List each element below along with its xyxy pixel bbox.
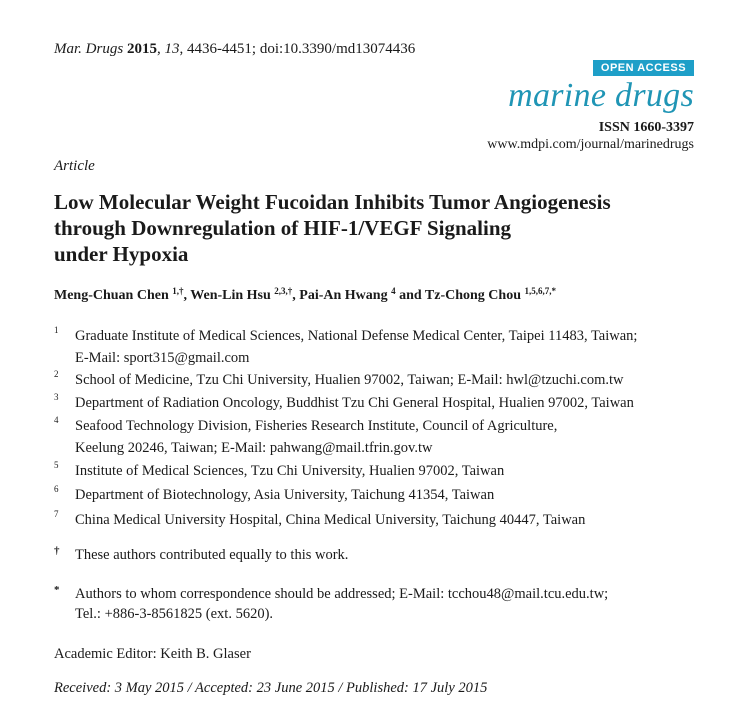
- title-line: under Hypoxia: [54, 242, 189, 266]
- paper-title: [54, 189, 704, 267]
- title-line: through Downregulation of HIF-1/VEGF Signaling: [54, 216, 512, 240]
- author-name: Wen-Lin Hsu: [190, 288, 271, 303]
- citation-rest: , 4436-4451; doi:10.3390/md13074436: [179, 41, 416, 57]
- affiliation-number: 1: [54, 325, 59, 335]
- publication-dates: Received: 3 May 2015 / Accepted: 23 June 2015 / Published: 17 July 2015: [54, 680, 488, 696]
- author-name: Pai-An Hwang: [299, 288, 388, 303]
- open-access-badge: OPEN ACCESS: [593, 60, 694, 76]
- affiliation-text: Department of Radiation Oncology, Buddhist Tzu Chi General Hospital, Hualien 97002, Taiwan: [75, 395, 634, 411]
- affiliation-text: Institute of Medical Sciences, Tzu Chi University, Hualien 97002, Taiwan: [75, 463, 505, 479]
- affiliation-number: 6: [54, 484, 59, 494]
- author-name: Meng-Chuan Chen: [54, 288, 169, 303]
- affiliation-text: Keelung 20246, Taiwan; E-Mail: pahwang@mail.tfrin.gov.tw: [75, 440, 433, 456]
- academic-editor: Academic Editor: Keith B. Glaser: [54, 646, 251, 662]
- article-type: Article: [54, 158, 95, 174]
- citation-line: Mar. Drugs 2015, 13, 4436-4451; doi:10.3390/md13074436: [54, 41, 416, 57]
- affiliation-text: Graduate Institute of Medical Sciences, National Defense Medical Center, Taipei 11483, Taiwan;: [75, 328, 638, 344]
- affiliation-text: Seafood Technology Division, Fisheries Research Institute, Council of Agriculture,: [75, 418, 558, 434]
- footnote-symbol: †: [54, 545, 60, 557]
- author-affiliation-marker: 1,†: [172, 286, 184, 296]
- author-affiliation-marker: 1,5,6,7,*: [524, 286, 556, 296]
- title-line: Low Molecular Weight Fucoidan Inhibits Tumor Angiogenesis: [54, 190, 611, 214]
- footnote-symbol: *: [54, 584, 60, 596]
- journal-name: marine drugs: [508, 77, 694, 114]
- affiliation-text: E-Mail: sport315@gmail.com: [75, 350, 250, 366]
- citation-year: 2015: [126, 41, 157, 57]
- affiliation-number: 5: [54, 460, 59, 470]
- affiliation-text: China Medical University Hospital, China Medical University, Taichung 40447, Taiwan: [75, 512, 586, 528]
- author-list: [54, 288, 556, 304]
- author-separator: ,: [183, 288, 191, 303]
- affiliation-number: 4: [54, 415, 59, 425]
- author-affiliation-marker: 2,3,†: [274, 286, 293, 296]
- affiliation-number: 3: [54, 392, 59, 402]
- affiliation-number: 7: [54, 509, 59, 519]
- author-separator: ,: [292, 288, 300, 303]
- footnote-text: These authors contributed equally to this work.: [75, 547, 349, 563]
- footnote-text: Authors to whom correspondence should be addressed; E-Mail: tcchou48@mail.tcu.edu.tw;: [75, 586, 609, 602]
- issn: ISSN 1660-3397: [598, 120, 694, 135]
- journal-abbrev: Mar. Drugs: [54, 41, 124, 57]
- affiliation-number: 2: [54, 369, 59, 379]
- footnote-text: Tel.: +886-3-8561825 (ext. 5620).: [75, 606, 274, 622]
- author-separator: and: [395, 288, 425, 303]
- citation-volume: 13: [164, 41, 180, 57]
- affiliation-text: School of Medicine, Tzu Chi University, Hualien 97002, Taiwan; E-Mail: hwl@tzuchi.com.tw: [75, 372, 624, 388]
- author-name: Tz-Chong Chou: [424, 288, 521, 303]
- affiliation-text: Department of Biotechnology, Asia University, Taichung 41354, Taiwan: [75, 487, 495, 503]
- journal-url[interactable]: www.mdpi.com/journal/marinedrugs: [487, 137, 694, 152]
- author-affiliation-marker: 4: [391, 286, 396, 296]
